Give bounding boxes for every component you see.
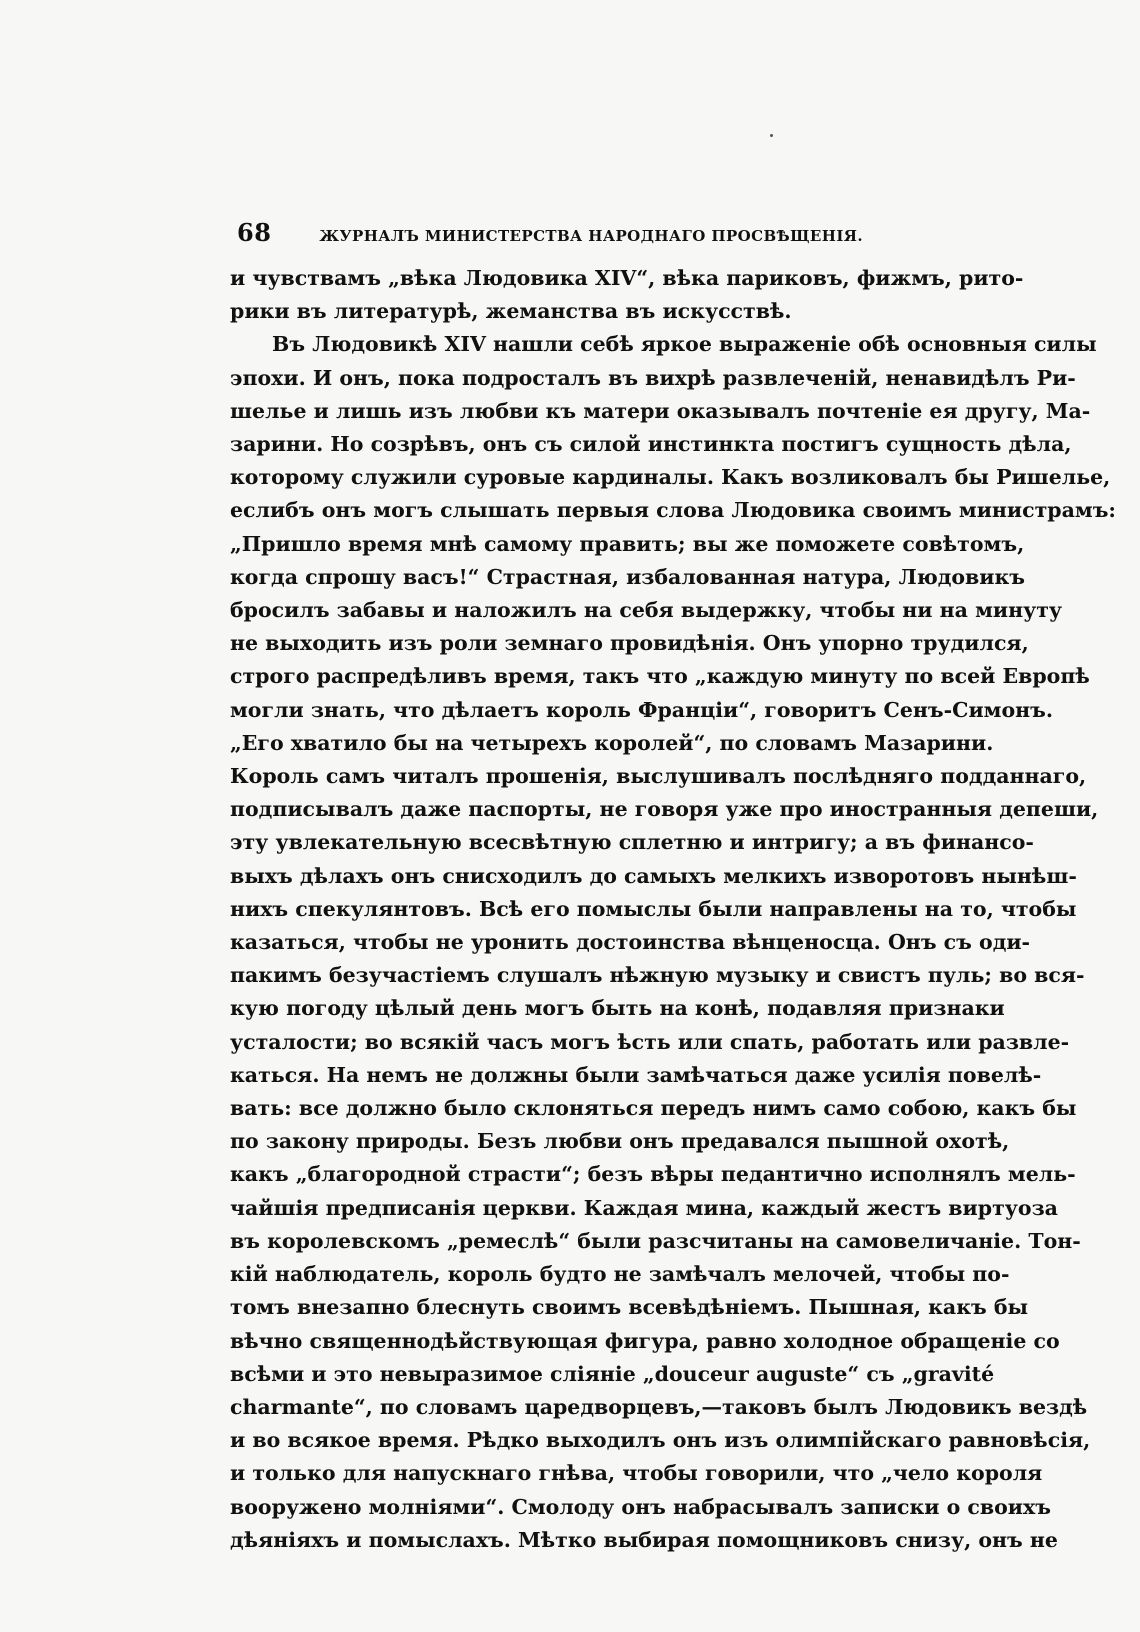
text-line: еслибъ онъ могъ слышать первыя слова Людовика своимъ министрамъ: [230, 498, 1117, 523]
text-line: подписывалъ даже паспорты, не говоря уже про иностранныя депеши, [230, 797, 1099, 822]
text-line: „Пришло время мнѣ самому править; вы же поможете совѣтомъ, [230, 531, 1025, 556]
text-line: Въ Людовикѣ XIV нашли себѣ яркое выраженіе обѣ основныя силы [272, 332, 1097, 357]
text-line: бросилъ забавы и наложилъ на себя выдержку, чтобы ни на минуту [230, 598, 1063, 623]
text-line: charmante“, по словамъ царедворцевъ,—таковъ былъ Людовикъ вездѣ [230, 1394, 1088, 1419]
text-line: рики въ литературѣ, жеманства въ искусствѣ. [230, 299, 792, 324]
text-line: томъ внезапно блеснуть своимъ всевѣдѣніемъ. Пышная, какъ бы [230, 1295, 1029, 1320]
text-line: вѣчно священнодѣйствующая фигура, равно холодное обращеніе со [230, 1328, 1060, 1353]
text-line: казаться, чтобы не уронить достоинства вѣнценосца. Онъ съ оди- [230, 930, 1031, 955]
text-line: кій наблюдатель, король будто не замѣчалъ мелочей, чтобы по- [230, 1262, 1010, 1287]
text-line: и только для напускнаго гнѣва, чтобы говорили, что „чело короля [230, 1461, 1043, 1486]
body-text [230, 262, 1117, 1557]
text-line: всѣми и это невыразимое сліяніе „douceur auguste“ съ „gravité [230, 1361, 995, 1386]
scan-speck [770, 134, 773, 137]
text-line: шелье и лишь изъ любви къ матери оказывалъ почтеніе ея другу, Ма- [230, 398, 1091, 423]
text-line: могли знать, что дѣлаетъ король Франціи“, говоритъ Сенъ-Симонъ. [230, 697, 1054, 722]
text-line: и во всякое время. Рѣдко выходилъ онъ изъ олимпійскаго равновѣсія, [230, 1428, 1091, 1453]
text-line: въ королевскомъ „ремеслѣ“ были разсчитаны на самовеличаніе. Тон- [230, 1228, 1081, 1253]
text-line: выхъ дѣлахъ онъ снисходилъ до самыхъ мелкихъ изворотовъ нынѣш- [230, 863, 1077, 888]
text-line: дѣяніяхъ и помыслахъ. Мѣтко выбирая помощниковъ снизу, онъ не [230, 1527, 1058, 1552]
text-line: зарини. Но созрѣвъ, онъ съ силой инстинкта постигъ сущность дѣла, [230, 432, 1072, 457]
text-line: чайшія предписанія церкви. Каждая мина, каждый жестъ виртуоза [230, 1195, 1058, 1220]
page-header [237, 218, 863, 247]
running-head: ЖУРНАЛЪ МИНИСТЕРСТВА НАРОДНАГО ПРОСВѢЩЕНІЯ. [319, 227, 863, 245]
text-line: Король самъ читалъ прошенія, выслушивалъ послѣдняго подданнаго, [230, 764, 1087, 789]
text-line: и чувствамъ „вѣка Людовика XIV“, вѣка париковъ, фижмъ, рито- [230, 266, 1024, 290]
text-line: каться. На немъ не должны были замѣчаться даже усилія повелѣ- [230, 1062, 1042, 1087]
text-line: „Его хватило бы на четырехъ королей“, по словамъ Мазарини. [230, 730, 994, 755]
text-line: по закону природы. Безъ любви онъ предавался пышной охотѣ, [230, 1129, 1010, 1154]
page-number: 68 [237, 218, 272, 247]
text-line: пакимъ безучастіемъ слушалъ нѣжную музыку и свистъ пуль; во вся- [230, 963, 1085, 988]
text-line: эту увлекательную всесвѣтную сплетню и интригу; а въ финансо- [230, 830, 1034, 855]
text-line: когда спрошу васъ!“ Страстная, избалованная натура, Людовикъ [230, 564, 1026, 589]
text-line: усталости; во всякій часъ могъ ѣсть или спать, работать или развле- [230, 1029, 1070, 1054]
text-line: эпохи. И онъ, пока подросталъ въ вихрѣ развлеченій, ненавидѣлъ Ри- [230, 365, 1076, 390]
text-line: кую погоду цѣлый день могъ быть на конѣ, подавляя признаки [230, 996, 1005, 1021]
text-line: строго распредѣливъ время, такъ что „каждую минуту по всей Европѣ [230, 664, 1090, 689]
text-line: вооружено молніями“. Смолоду онъ набрасывалъ записки о своихъ [230, 1494, 1051, 1519]
text-line: нихъ спекулянтовъ. Всѣ его помыслы были направлены на то, чтобы [230, 896, 1077, 921]
text-line: не выходить изъ роли земнаго провидѣнія. Онъ упорно трудился, [230, 631, 1029, 656]
text-line: какъ „благородной страсти“; безъ вѣры педантично исполнялъ мель- [230, 1162, 1076, 1187]
text-line: которому служили суровые кардиналы. Какъ возликовалъ бы Ришелье, [230, 465, 1111, 490]
text-line: вать: все должно было склоняться передъ нимъ само собою, какъ бы [230, 1096, 1077, 1121]
